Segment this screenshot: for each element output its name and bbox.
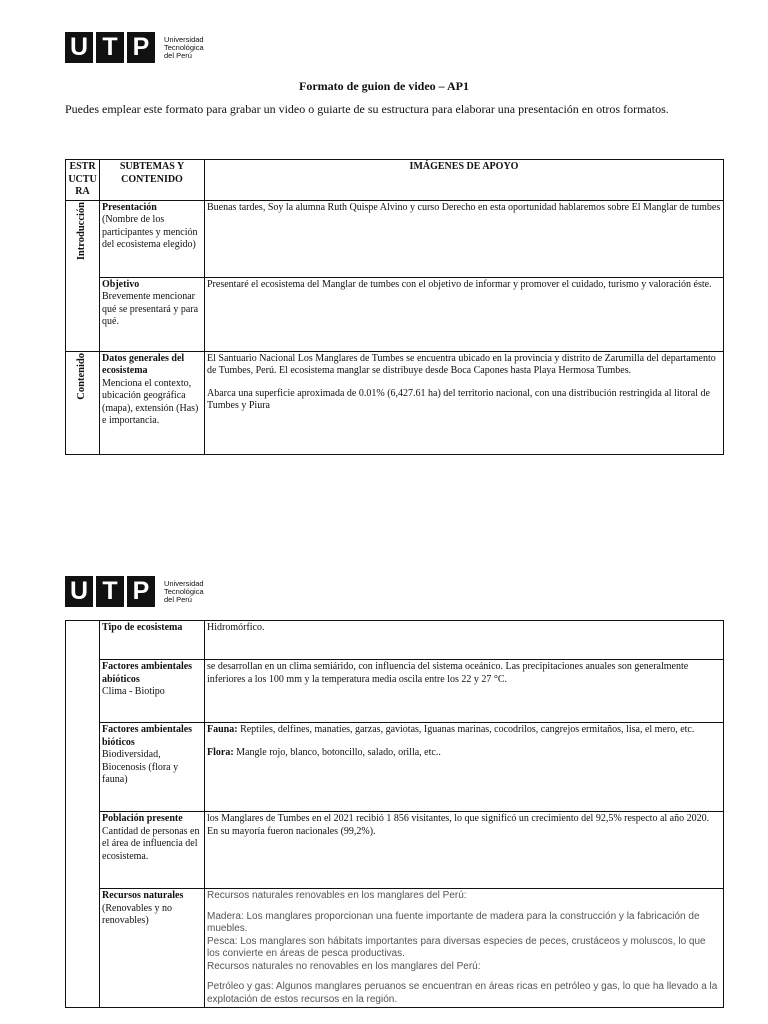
stage-label: Introducción bbox=[76, 201, 88, 260]
logo-line: Universidad bbox=[164, 34, 204, 44]
logo-text bbox=[164, 36, 204, 60]
utp-logo bbox=[65, 576, 204, 607]
stage-label: Contenido bbox=[76, 352, 88, 400]
subtopic-label: Población presente bbox=[102, 813, 183, 824]
script-table-1 bbox=[65, 159, 724, 455]
subtopic-label: Presentación bbox=[102, 201, 157, 213]
content-text: El Santuario Nacional Los Manglares de Tumbes se encuentra ubicado en la provincia y distrito de Zarumilla del departamento de Tumbes, Perú. El ecosistema manglar se distribuye desde Boca Capones hasta Playa Hermosa Tumbes. bbox=[207, 352, 716, 376]
intro-paragraph: Puedes emplear este formato para grabar un video o guiarte de su estructura para elaborar una presentación en otros formatos. bbox=[65, 102, 669, 116]
content-text: Madera: Los manglares proporcionan una fuente importante de madera para la construcción y la fabricación de muebles. bbox=[207, 910, 700, 934]
stage-cell-intro bbox=[66, 200, 100, 351]
logo-line: Tecnológica bbox=[164, 42, 204, 52]
content-cell bbox=[205, 660, 724, 723]
table-row bbox=[66, 723, 724, 812]
subtopic-cell bbox=[100, 277, 205, 351]
subtopic-desc: (Renovables y no renovables) bbox=[102, 902, 172, 926]
flora-text bbox=[207, 747, 721, 760]
subtopic-cell bbox=[100, 200, 205, 277]
subtopic-label: Factores ambientales bióticos bbox=[102, 724, 193, 748]
content-text: Petróleo y gas: Algunos manglares peruanos se encuentran en áreas ricas en petróleo y gas, lo que ha llevado a la explotación de estos recursos en la región. bbox=[207, 981, 718, 1005]
subtopic-cell bbox=[100, 621, 205, 660]
subtopic-label: Factores ambientales abióticos bbox=[102, 661, 193, 685]
flora-value: Mangle rojo, blanco, botoncillo, salado, orilla, etc.. bbox=[233, 746, 441, 758]
content-cell bbox=[205, 889, 724, 1008]
subtopic-label: Datos generales del ecosistema bbox=[102, 352, 185, 376]
table-row bbox=[66, 277, 724, 351]
content-text: los Manglares de Tumbes en el 2021 recibió 1 856 visitantes, lo que significó un crecimiento del 92,5% respecto al año 2020. En su mayoría fueron nacionales (99,2%). bbox=[207, 813, 710, 837]
content-cell bbox=[205, 200, 724, 277]
logo-line: del Perú bbox=[164, 594, 192, 604]
table-header-row bbox=[66, 160, 724, 201]
subtopic-desc: Menciona el contexto, ubicación geográfica (mapa), extensión (Has) e importancia. bbox=[102, 377, 199, 426]
table-row bbox=[66, 621, 724, 660]
stage-cell-empty bbox=[66, 621, 100, 1008]
subtopic-cell bbox=[100, 889, 205, 1008]
subtopic-desc: (Nombre de los participantes y mención del ecosistema elegido) bbox=[102, 214, 198, 250]
document-title: Formato de guion de video – AP1 bbox=[299, 79, 469, 93]
header-structure: ESTR UCTU RA bbox=[66, 160, 100, 201]
content-text: Buenas tardes, Soy la alumna Ruth Quispe Alvino y curso Derecho en esta oportunidad hablaremos sobre El Manglar de tumbes bbox=[207, 201, 721, 213]
subtopic-label: Tipo de ecosistema bbox=[102, 622, 183, 633]
content-text: Recursos naturales no renovables en los manglares del Perú: bbox=[207, 960, 481, 972]
subtopic-desc: Brevemente mencionar qué se presentará y para qué. bbox=[102, 291, 199, 327]
logo-text bbox=[164, 580, 204, 604]
content-text: Presentaré el ecosistema del Manglar de tumbes con el objetivo de informar y promover el cuidado, turismo y valoración éste. bbox=[207, 278, 712, 290]
fauna-value: Reptiles, delfines, manatíes, garzas, gaviotas, Iguanas marinas, cocodrilos, cangrejos ermitaños, lisa, el mero, etc. bbox=[237, 724, 695, 735]
subtopic-cell bbox=[100, 812, 205, 889]
fauna-label: Fauna: bbox=[207, 724, 238, 735]
subtopic-desc: Cantidad de personas en el área de influencia del ecosistema. bbox=[102, 825, 200, 862]
subtopic-cell bbox=[100, 660, 205, 723]
content-cell bbox=[205, 351, 724, 454]
subtopic-cell bbox=[100, 351, 205, 454]
fauna-text bbox=[207, 724, 721, 737]
header-images: IMÁGENES DE APOYO bbox=[205, 160, 724, 201]
logo-line: del Perú bbox=[164, 50, 192, 60]
logo-letter-p: P bbox=[127, 576, 155, 607]
content-cell bbox=[205, 277, 724, 351]
table-row bbox=[66, 660, 724, 723]
utp-logo bbox=[65, 32, 204, 63]
content-text: Recursos naturales renovables en los manglares del Perú: bbox=[207, 890, 467, 901]
content-text: Pesca: Los manglares son hábitats importantes para diversas especies de peces, crustáceos y moluscos, lo que los convierte en áreas de pesca productivas. bbox=[207, 935, 706, 959]
content-cell bbox=[205, 621, 724, 660]
logo-letter-t: T bbox=[96, 576, 124, 607]
table-row bbox=[66, 200, 724, 277]
subtopic-desc: Clima - Biotipo bbox=[102, 686, 165, 697]
stage-cell-content bbox=[66, 351, 100, 454]
logo-letter-t: T bbox=[96, 32, 124, 63]
logo-letter-u: U bbox=[65, 32, 93, 63]
content-text: Abarca una superficie aproximada de 0.01% (6,427.61 ha) del territorio nacional, con una distribución restringida al litoral de Tumbes y Piura bbox=[207, 387, 710, 411]
subtopic-label: Recursos naturales bbox=[102, 890, 184, 901]
subtopic-cell bbox=[100, 723, 205, 812]
content-text: Hidromórfico. bbox=[207, 622, 265, 633]
flora-label: Flora: bbox=[207, 746, 234, 758]
content-text: se desarrollan en un clima semiárido, con influencia del sistema oceánico. Las precipitaciones anuales son generalmente inferiores a los 100 mm y la temperatura media oscila entre los 22 y 27 °C. bbox=[207, 661, 689, 685]
header-subtopics: SUBTEMAS Y CONTENIDO bbox=[100, 160, 205, 201]
content-cell bbox=[205, 723, 724, 812]
logo-line: Tecnológica bbox=[164, 586, 204, 596]
table-row bbox=[66, 351, 724, 454]
subtopic-desc: Biodiversidad, Biocenosis (flora y fauna) bbox=[102, 749, 179, 785]
logo-line: Universidad bbox=[164, 578, 204, 588]
table-row bbox=[66, 889, 724, 1008]
logo-letter-p: P bbox=[127, 32, 155, 63]
subtopic-label: Objetivo bbox=[102, 278, 140, 290]
content-cell bbox=[205, 812, 724, 889]
table-row bbox=[66, 812, 724, 889]
logo-letter-u: U bbox=[65, 576, 93, 607]
script-table-2 bbox=[65, 620, 724, 1008]
